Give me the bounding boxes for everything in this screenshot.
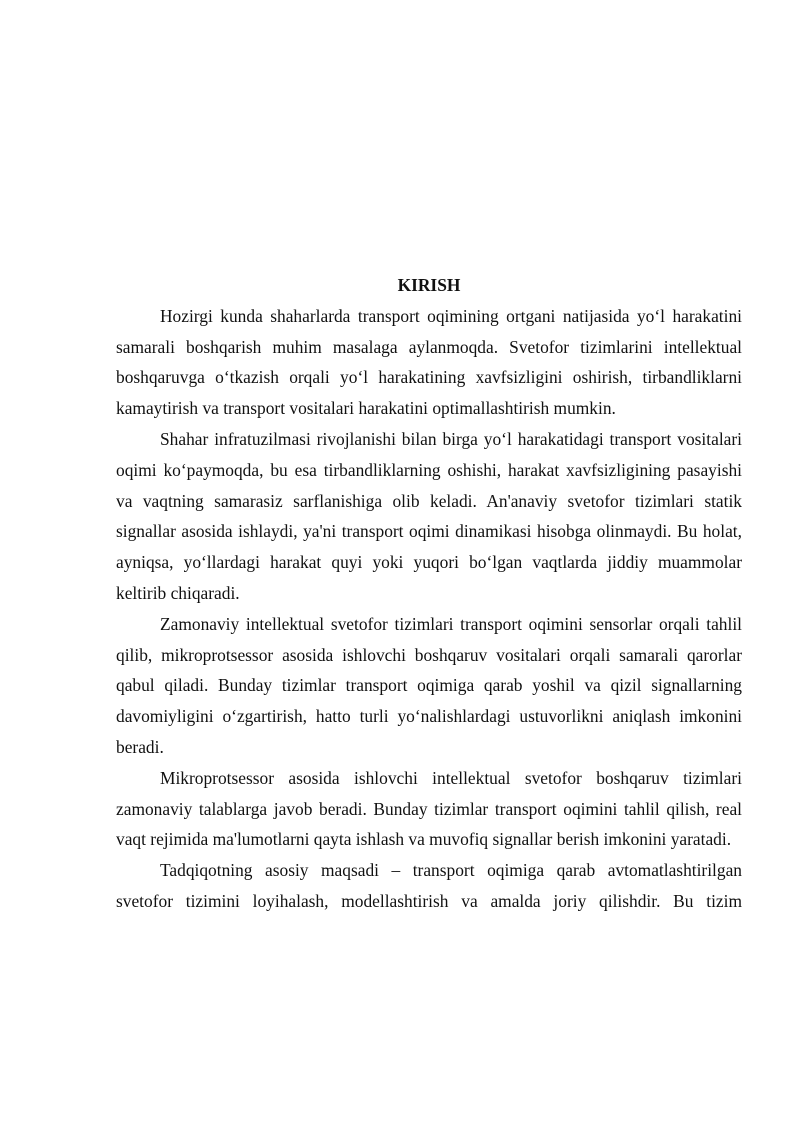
paragraph-1: Hozirgi kunda shaharlarda transport oqimining ortgani natijasida yo‘l harakatini samarali boshqarish muhim masalaga aylanmoqda. Svetofor tizimlarini intellektual boshqaruvga o‘tkazish orqali yo‘l harakatining xavfsizligini oshirish, tirbandliklarni kamaytirish va transport vositalari harakatini optimallashtirish mumkin. <box>116 305 742 419</box>
paragraph-4: Mikroprotsessor asosida ishlovchi intellektual svetofor boshqaruv tizimlari zamonaviy talablarga javob beradi. Bunday tizimlar transport oqimini tahlil qilish, real vaqt rejimida ma'lumotlarni qayta ishlash va muvofiq signallar berish imkonini yaratadi. <box>116 767 742 850</box>
paragraph-2: Shahar infratuzilmasi rivojlanishi bilan birga yo‘l harakatidagi transport vositalari oqimi ko‘paymoqda, bu esa tirbandliklarning oshishi, harakat xavfsizligining pasayishi va vaqtning samarasiz sarflanishiga olib keladi. An'anaviy svetofor tizimlari statik signallar asosida ishlaydi, ya'ni transport oqimi dinamikasi hisobga olinmaydi. Bu holat, ayniqsa, yo‘llardagi harakat quyi yoki yuqori bo‘lgan vaqtlarda jiddiy muammolar keltirib chiqaradi. <box>116 428 742 603</box>
paragraph-5: Tadqiqotning asosiy maqsadi – transport oqimiga qarab avtomatlashtirilgan svetofor tizimini loyihalash, modellashtirish va amalda joriy qilishdir. Bu tizim <box>116 860 742 911</box>
section-heading: KIRISH <box>397 275 461 295</box>
document-body <box>116 270 742 917</box>
paragraph-3: Zamonaviy intellektual svetofor tizimlari transport oqimini sensorlar orqali tahlil qilib, mikroprotsessor asosida ishlovchi boshqaruv vositalari orqali samarali qarorlar qabul qiladi. Bunday tizimlar transport oqimiga qarab yoshil va qizil signallarning davomiyligini o‘zgartirish, hatto turli yo‘nalishlardagi ustuvorlikni aniqlash imkonini beradi. <box>116 613 742 757</box>
